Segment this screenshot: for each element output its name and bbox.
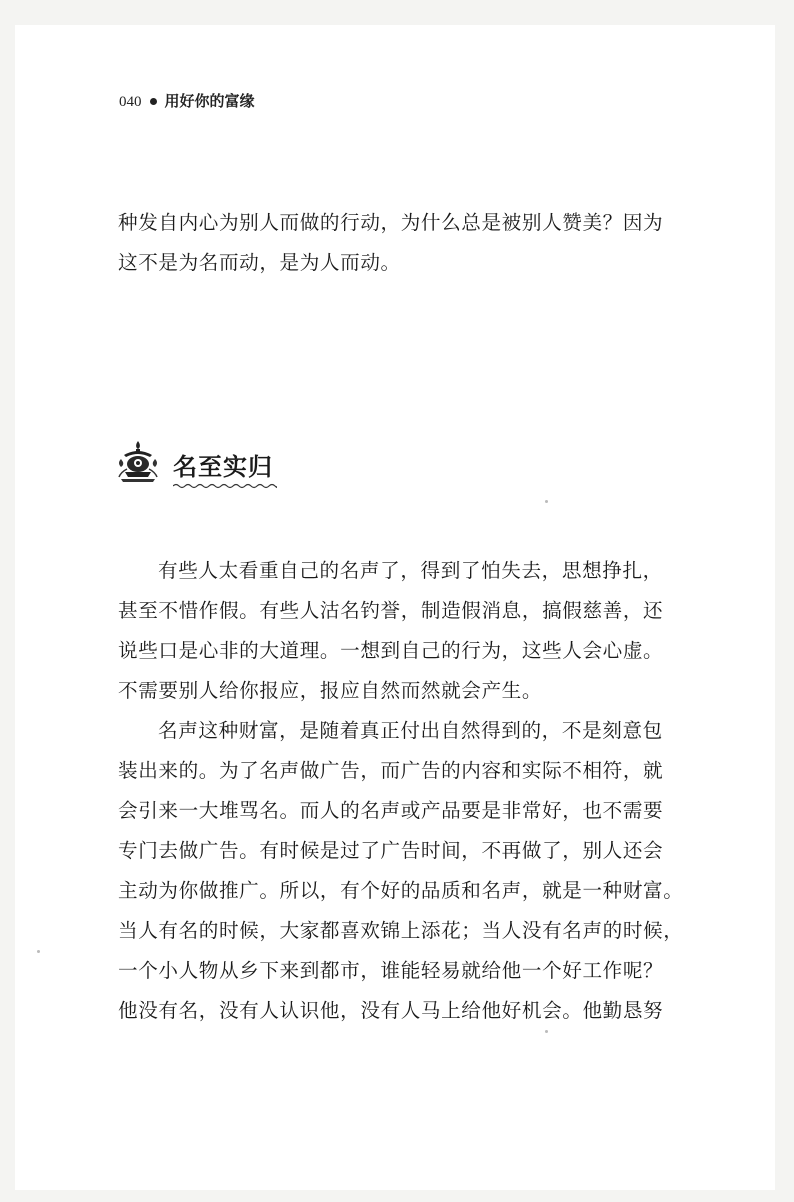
text-line: 他没有名，没有人认识他，没有人马上给他好机会。他勤恳努 [118, 999, 664, 1022]
page-number: 040 [119, 94, 142, 110]
text-line: 当人有名的时候，大家都喜欢锦上添花；当人没有名声的时候， [118, 919, 684, 942]
text-line: 不需要别人给你报应，报应自然而然就会产生。 [118, 679, 543, 702]
main-text [118, 551, 683, 1031]
bullet-separator [150, 98, 157, 105]
text-line: 这不是为名而动，是为人而动。 [118, 251, 401, 274]
book-title: 用好你的富缘 [164, 92, 255, 110]
book-page [15, 25, 775, 1190]
text-line: 主动为你做推广。所以，有个好的品质和名声，就是一种财富。 [118, 879, 684, 902]
text-line: 甚至不惜作假。有些人沽名钓誉，制造假消息，搞假慈善，还 [118, 599, 664, 622]
top-paragraph [118, 203, 663, 283]
text-line: 一个小人物从乡下来到都市，谁能轻易就给他一个好工作呢？ [118, 959, 664, 982]
section-title: 名至实归 [173, 452, 273, 481]
text-line: 名声这种财富，是随着真正付出自然得到的，不是刻意包 [158, 719, 663, 742]
text-line: 种发自内心为别人而做的行动，为什么总是被别人赞美？因为 [118, 211, 664, 234]
text-line: 有些人太看重自己的名声了，得到了怕失去，思想挣扎， [158, 559, 663, 582]
text-line: 装出来的。为了名声做广告，而广告的内容和实际不相符，就 [118, 759, 664, 782]
scan-speck [545, 500, 548, 503]
text-line: 会引来一大堆骂名。而人的名声或产品要是非常好，也不需要 [118, 799, 664, 822]
running-head [119, 90, 255, 111]
text-line: 说些口是心非的大道理。一想到自己的行为，这些人会心虚。 [118, 639, 664, 662]
wavy-underline [173, 482, 277, 490]
section-heading [115, 435, 315, 495]
scan-speck [37, 950, 40, 953]
scan-speck [545, 1030, 548, 1033]
ornament-emblem-icon [115, 439, 161, 483]
text-line: 专门去做广告。有时候是过了广告时间，不再做了，别人还会 [118, 839, 664, 862]
